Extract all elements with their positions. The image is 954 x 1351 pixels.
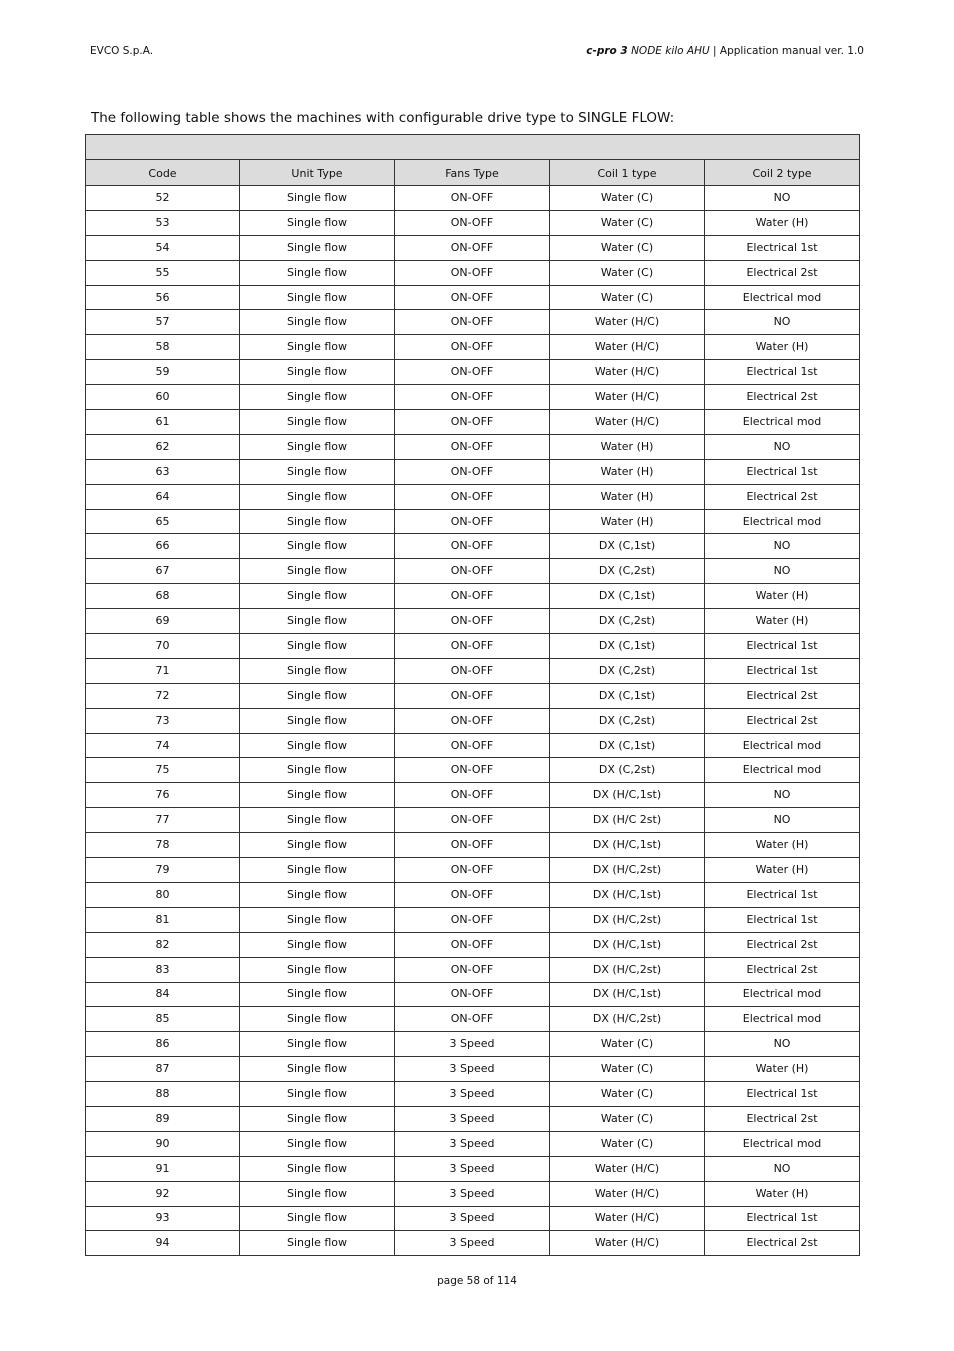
table-row [86,833,860,858]
cell-unit-type: Single flow [240,584,395,609]
cell-unit-type: Single flow [240,285,395,310]
table-row [86,534,860,559]
cell-code: 81 [86,907,240,932]
cell-coil1-type: DX (H/C,1st) [550,982,705,1007]
cell-coil1-type: Water (H/C) [550,360,705,385]
cell-coil1-type: Water (C) [550,1032,705,1057]
cell-code: 68 [86,584,240,609]
cell-fans-type: ON-OFF [395,882,550,907]
table-row [86,932,860,957]
cell-code: 72 [86,683,240,708]
cell-unit-type: Single flow [240,1156,395,1181]
cell-fans-type: 3 Speed [395,1106,550,1131]
cell-coil2-type: Water (H) [705,858,860,883]
cell-fans-type: ON-OFF [395,982,550,1007]
cell-fans-type: ON-OFF [395,658,550,683]
cell-unit-type: Single flow [240,310,395,335]
cell-coil2-type: Water (H) [705,1057,860,1082]
cell-fans-type: ON-OFF [395,310,550,335]
cell-coil2-type: Electrical mod [705,982,860,1007]
cell-fans-type: 3 Speed [395,1032,550,1057]
cell-unit-type: Single flow [240,1106,395,1131]
cell-coil2-type: NO [705,808,860,833]
cell-coil1-type: DX (C,2st) [550,559,705,584]
cell-coil1-type: DX (C,1st) [550,733,705,758]
cell-coil1-type: Water (H) [550,434,705,459]
cell-coil1-type: Water (C) [550,186,705,211]
cell-unit-type: Single flow [240,484,395,509]
cell-coil1-type: Water (H/C) [550,1231,705,1256]
table-header-row [86,160,860,186]
cell-code: 66 [86,534,240,559]
cell-fans-type: ON-OFF [395,833,550,858]
cell-unit-type: Single flow [240,858,395,883]
cell-fans-type: ON-OFF [395,858,550,883]
cell-unit-type: Single flow [240,434,395,459]
cell-coil2-type: Electrical 2st [705,932,860,957]
table-row [86,634,860,659]
cell-coil2-type: Electrical 2st [705,260,860,285]
cell-coil1-type: Water (H) [550,509,705,534]
cell-coil1-type: DX (H/C,2st) [550,957,705,982]
cell-unit-type: Single flow [240,559,395,584]
table-row [86,235,860,260]
cell-fans-type: ON-OFF [395,733,550,758]
cell-fans-type: ON-OFF [395,1007,550,1032]
cell-coil1-type: DX (C,1st) [550,584,705,609]
cell-coil1-type: Water (C) [550,210,705,235]
machines-table [85,134,860,1256]
cell-unit-type: Single flow [240,658,395,683]
cell-fans-type: ON-OFF [395,634,550,659]
cell-unit-type: Single flow [240,683,395,708]
cell-coil1-type: DX (C,1st) [550,683,705,708]
table-row [86,186,860,211]
cell-code: 65 [86,509,240,534]
table-row [86,882,860,907]
cell-code: 58 [86,335,240,360]
cell-unit-type: Single flow [240,509,395,534]
column-header-code: Code [86,160,240,186]
table-row [86,808,860,833]
table-title [86,135,860,160]
cell-coil2-type: Electrical 2st [705,708,860,733]
table-row [86,484,860,509]
cell-coil1-type: Water (H/C) [550,335,705,360]
cell-code: 54 [86,235,240,260]
cell-coil1-type: Water (C) [550,235,705,260]
cell-code: 92 [86,1181,240,1206]
cell-fans-type: ON-OFF [395,186,550,211]
cell-code: 93 [86,1206,240,1231]
cell-coil2-type: NO [705,186,860,211]
cell-code: 91 [86,1156,240,1181]
cell-code: 94 [86,1231,240,1256]
cell-coil1-type: Water (H/C) [550,385,705,410]
table-row [86,1131,860,1156]
cell-fans-type: ON-OFF [395,683,550,708]
table-row [86,285,860,310]
cell-unit-type: Single flow [240,758,395,783]
column-header-coil2-type: Coil 2 type [705,160,860,186]
cell-coil2-type: Electrical 2st [705,683,860,708]
cell-coil1-type: DX (H/C,1st) [550,783,705,808]
cell-fans-type: ON-OFF [395,360,550,385]
cell-code: 76 [86,783,240,808]
table-row [86,1057,860,1082]
cell-code: 61 [86,410,240,435]
cell-fans-type: ON-OFF [395,808,550,833]
cell-fans-type: ON-OFF [395,459,550,484]
cell-fans-type: 3 Speed [395,1156,550,1181]
cell-fans-type: ON-OFF [395,260,550,285]
cell-unit-type: Single flow [240,210,395,235]
table-row [86,410,860,435]
cell-fans-type: ON-OFF [395,235,550,260]
cell-unit-type: Single flow [240,708,395,733]
cell-fans-type: 3 Speed [395,1082,550,1107]
table-row [86,708,860,733]
cell-fans-type: ON-OFF [395,584,550,609]
table-row [86,783,860,808]
cell-code: 62 [86,434,240,459]
cell-fans-type: ON-OFF [395,534,550,559]
cell-coil2-type: Electrical 1st [705,360,860,385]
cell-fans-type: ON-OFF [395,385,550,410]
cell-code: 75 [86,758,240,783]
cell-coil2-type: Electrical 2st [705,1231,860,1256]
cell-unit-type: Single flow [240,459,395,484]
cell-coil2-type: NO [705,310,860,335]
cell-fans-type: 3 Speed [395,1181,550,1206]
cell-unit-type: Single flow [240,1206,395,1231]
cell-coil1-type: Water (H/C) [550,1181,705,1206]
cell-unit-type: Single flow [240,957,395,982]
cell-coil1-type: Water (H) [550,484,705,509]
table-row [86,584,860,609]
cell-coil2-type: Electrical 1st [705,907,860,932]
table-row [86,509,860,534]
table-row [86,907,860,932]
cell-coil2-type: Electrical 1st [705,459,860,484]
cell-unit-type: Single flow [240,186,395,211]
cell-unit-type: Single flow [240,1131,395,1156]
cell-fans-type: ON-OFF [395,335,550,360]
cell-code: 55 [86,260,240,285]
cell-code: 52 [86,186,240,211]
cell-fans-type: ON-OFF [395,783,550,808]
cell-code: 78 [86,833,240,858]
cell-unit-type: Single flow [240,808,395,833]
cell-coil1-type: Water (H/C) [550,1206,705,1231]
cell-coil2-type: NO [705,783,860,808]
cell-coil2-type: Water (H) [705,609,860,634]
cell-coil2-type: Electrical mod [705,509,860,534]
cell-coil2-type: Electrical 2st [705,957,860,982]
cell-code: 86 [86,1032,240,1057]
header-manual-version: | Application manual ver. 1.0 [713,45,864,57]
table-row [86,310,860,335]
cell-code: 53 [86,210,240,235]
cell-code: 59 [86,360,240,385]
cell-coil1-type: Water (H/C) [550,410,705,435]
cell-code: 88 [86,1082,240,1107]
cell-unit-type: Single flow [240,932,395,957]
table-row [86,360,860,385]
column-header-coil1-type: Coil 1 type [550,160,705,186]
cell-unit-type: Single flow [240,833,395,858]
cell-unit-type: Single flow [240,1032,395,1057]
table-row [86,982,860,1007]
table-row [86,683,860,708]
cell-coil1-type: DX (H/C,2st) [550,907,705,932]
cell-code: 69 [86,609,240,634]
cell-unit-type: Single flow [240,1181,395,1206]
cell-unit-type: Single flow [240,634,395,659]
cell-coil1-type: DX (H/C,2st) [550,858,705,883]
cell-coil2-type: Electrical 1st [705,882,860,907]
cell-coil2-type: Water (H) [705,210,860,235]
table-row [86,1007,860,1032]
cell-coil1-type: DX (C,2st) [550,708,705,733]
column-header-fans-type: Fans Type [395,160,550,186]
cell-code: 87 [86,1057,240,1082]
header-product-italic: NODE kilo AHU [631,45,710,57]
cell-code: 63 [86,459,240,484]
cell-coil2-type: NO [705,559,860,584]
cell-coil2-type: Electrical 1st [705,634,860,659]
cell-coil1-type: Water (C) [550,260,705,285]
table-row [86,758,860,783]
table-row [86,1082,860,1107]
cell-coil1-type: Water (H) [550,459,705,484]
table-row [86,733,860,758]
cell-coil2-type: Electrical 1st [705,1082,860,1107]
cell-fans-type: 3 Speed [395,1206,550,1231]
cell-coil2-type: Water (H) [705,584,860,609]
cell-fans-type: ON-OFF [395,509,550,534]
cell-coil1-type: DX (C,2st) [550,658,705,683]
cell-coil1-type: Water (C) [550,1082,705,1107]
cell-fans-type: ON-OFF [395,484,550,509]
cell-coil1-type: Water (C) [550,285,705,310]
cell-coil2-type: Electrical mod [705,1131,860,1156]
cell-coil2-type: Electrical 1st [705,658,860,683]
table-row [86,957,860,982]
cell-coil1-type: Water (C) [550,1106,705,1131]
cell-coil1-type: DX (H/C,1st) [550,932,705,957]
cell-unit-type: Single flow [240,907,395,932]
cell-fans-type: ON-OFF [395,410,550,435]
cell-fans-type: ON-OFF [395,957,550,982]
cell-unit-type: Single flow [240,385,395,410]
table-row [86,559,860,584]
cell-coil2-type: NO [705,534,860,559]
cell-coil2-type: Water (H) [705,1181,860,1206]
table-row [86,434,860,459]
cell-code: 90 [86,1131,240,1156]
cell-code: 74 [86,733,240,758]
cell-code: 73 [86,708,240,733]
cell-coil2-type: Electrical 2st [705,385,860,410]
cell-code: 80 [86,882,240,907]
cell-code: 56 [86,285,240,310]
cell-unit-type: Single flow [240,410,395,435]
cell-unit-type: Single flow [240,733,395,758]
cell-coil2-type: Electrical mod [705,733,860,758]
cell-unit-type: Single flow [240,534,395,559]
cell-coil1-type: DX (C,2st) [550,609,705,634]
cell-fans-type: 3 Speed [395,1131,550,1156]
cell-coil1-type: Water (H/C) [550,310,705,335]
cell-coil2-type: Electrical mod [705,1007,860,1032]
table-row [86,1231,860,1256]
cell-code: 83 [86,957,240,982]
page-number: page 58 of 114 [437,1275,517,1287]
cell-fans-type: ON-OFF [395,434,550,459]
cell-coil2-type: Electrical mod [705,285,860,310]
cell-coil2-type: Water (H) [705,833,860,858]
cell-unit-type: Single flow [240,335,395,360]
cell-coil1-type: DX (H/C,1st) [550,882,705,907]
cell-coil2-type: Electrical mod [705,758,860,783]
cell-coil2-type: Electrical 2st [705,1106,860,1131]
cell-unit-type: Single flow [240,360,395,385]
cell-coil1-type: Water (C) [550,1131,705,1156]
cell-fans-type: ON-OFF [395,758,550,783]
table-row [86,1156,860,1181]
cell-code: 70 [86,634,240,659]
cell-coil1-type: DX (H/C 2st) [550,808,705,833]
table-row [86,1206,860,1231]
cell-code: 57 [86,310,240,335]
table-row [86,609,860,634]
cell-coil1-type: Water (H/C) [550,1156,705,1181]
header-company: EVCO S.p.A. [90,45,154,57]
cell-code: 84 [86,982,240,1007]
cell-coil2-type: Electrical 1st [705,1206,860,1231]
cell-coil1-type: DX (H/C,2st) [550,1007,705,1032]
table-row [86,858,860,883]
table-row [86,260,860,285]
cell-code: 67 [86,559,240,584]
table-row [86,459,860,484]
table-row [86,658,860,683]
cell-coil2-type: NO [705,1032,860,1057]
table-row [86,210,860,235]
cell-unit-type: Single flow [240,783,395,808]
cell-code: 60 [86,385,240,410]
cell-code: 89 [86,1106,240,1131]
cell-fans-type: ON-OFF [395,907,550,932]
cell-unit-type: Single flow [240,1057,395,1082]
cell-code: 79 [86,858,240,883]
table-row [86,1181,860,1206]
column-header-unit-type: Unit Type [240,160,395,186]
cell-unit-type: Single flow [240,260,395,285]
cell-unit-type: Single flow [240,609,395,634]
cell-coil2-type: Electrical mod [705,410,860,435]
cell-unit-type: Single flow [240,1082,395,1107]
cell-coil1-type: DX (C,2st) [550,758,705,783]
cell-coil2-type: NO [705,1156,860,1181]
cell-code: 77 [86,808,240,833]
cell-unit-type: Single flow [240,235,395,260]
table-row [86,1106,860,1131]
cell-coil2-type: Electrical 1st [705,235,860,260]
cell-fans-type: ON-OFF [395,708,550,733]
table-title-row [86,135,860,160]
cell-code: 82 [86,932,240,957]
cell-coil1-type: DX (H/C,1st) [550,833,705,858]
cell-fans-type: ON-OFF [395,559,550,584]
cell-coil2-type: Electrical 2st [705,484,860,509]
cell-fans-type: 3 Speed [395,1057,550,1082]
cell-unit-type: Single flow [240,882,395,907]
cell-coil1-type: DX (C,1st) [550,634,705,659]
cell-code: 71 [86,658,240,683]
cell-unit-type: Single flow [240,1007,395,1032]
table-row [86,1032,860,1057]
cell-fans-type: ON-OFF [395,609,550,634]
cell-unit-type: Single flow [240,1231,395,1256]
cell-coil2-type: NO [705,434,860,459]
cell-coil1-type: DX (C,1st) [550,534,705,559]
cell-fans-type: ON-OFF [395,210,550,235]
table-row [86,385,860,410]
cell-code: 85 [86,1007,240,1032]
cell-unit-type: Single flow [240,982,395,1007]
header-manual-title [586,45,864,57]
cell-coil1-type: Water (C) [550,1057,705,1082]
cell-fans-type: ON-OFF [395,285,550,310]
cell-code: 64 [86,484,240,509]
cell-fans-type: 3 Speed [395,1231,550,1256]
header-product-bold: c-pro 3 [586,45,628,57]
table-row [86,335,860,360]
cell-coil2-type: Water (H) [705,335,860,360]
intro-text: The following table shows the machines with configurable drive type to SINGLE FLOW: [91,110,675,126]
cell-fans-type: ON-OFF [395,932,550,957]
